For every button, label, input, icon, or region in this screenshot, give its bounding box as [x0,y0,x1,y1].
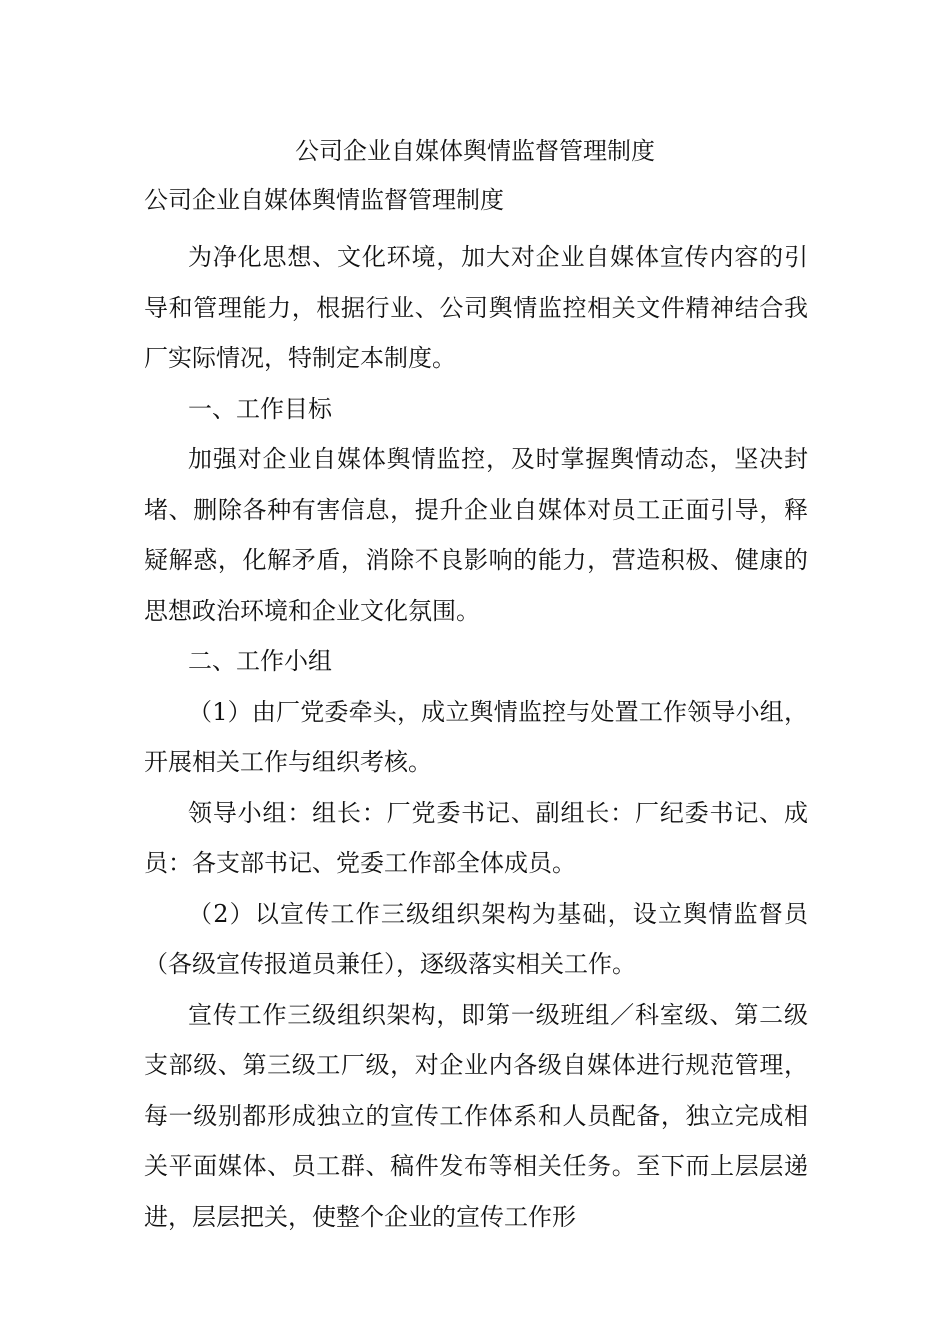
document-title: 公司企业自媒体舆情监督管理制度 [295,137,655,165]
paragraph-intro: 为净化思想、文化环境，加大对企业自媒体宣传内容的引导和管理能力，根据行业、公司舆情监控相关文件精神结合我厂实际情况，特制定本制度。 [144,243,808,372]
document-body [144,232,808,1242]
paragraph-goals: 加强对企业自媒体舆情监控，及时掌握舆情动态，坚决封堵、删除各种有害信息，提升企业自媒体对员工正面引导，释疑解惑，化解矛盾，消除不良影响的能力，营造积极、健康的思想政治环境和企业文化氛围。 [144,445,808,625]
paragraph-structure: 宣传工作三级组织架构，即第一级班组／科室级、第二级支部级、第三级工厂级，对企业内各级自媒体进行规范管理，每一级别都形成独立的宣传工作体系和人员配备，独立完成相关平面媒体、员工群、稿件发布等相关任务。至下而上层层递进，层层把关，使整个企业的宣传工作形 [144,1000,808,1231]
paragraph-team-2: （2）以宣传工作三级组织架构为基础，设立舆情监督员（各级宣传报道员兼任），逐级落实相关工作。 [144,899,808,978]
section-heading-goals: 一、工作目标 [188,394,332,423]
paragraph-leadership: 领导小组：组长：厂党委书记、副组长：厂纪委书记、成员：各支部书记、党委工作部全体成员。 [144,798,808,877]
section-heading-team: 二、工作小组 [188,647,332,675]
paragraph-team-1: （1）由厂党委牵头，成立舆情监控与处置工作领导小组，开展相关工作与组织考核。 [144,697,808,776]
document-subtitle: 公司企业自媒体舆情监督管理制度 [144,186,504,214]
